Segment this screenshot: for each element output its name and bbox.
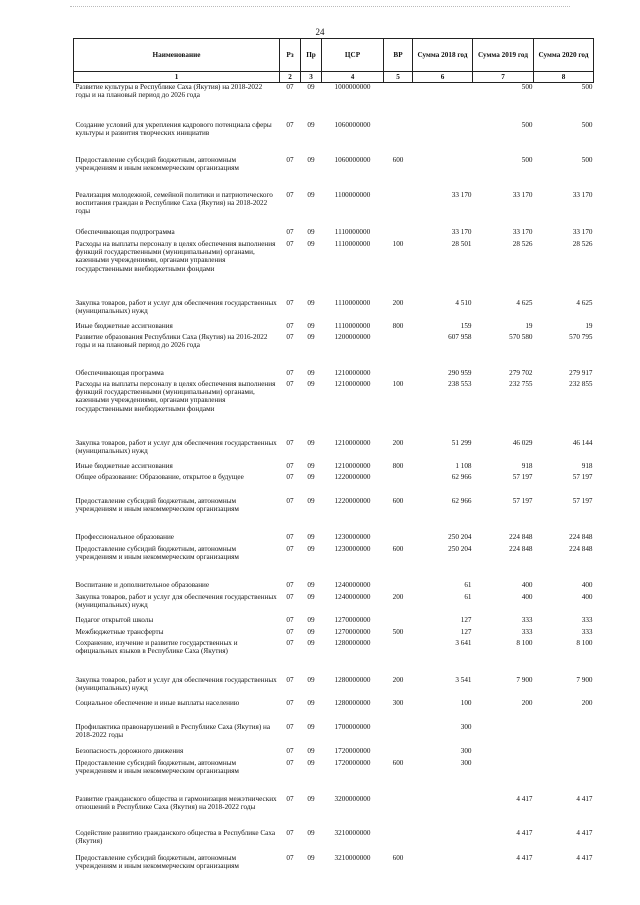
cell-rz: 07 — [286, 190, 294, 199]
cell-sum-2018: 33 170 — [451, 227, 472, 236]
column-number: 1 — [74, 72, 280, 83]
cell-name: Безопасность дорожного движения — [75, 746, 184, 755]
table-row — [74, 380, 594, 439]
cell-csr: 1230000000 — [334, 532, 371, 541]
cell-rz: 07 — [286, 438, 294, 447]
cell-sum-2020: 400 — [581, 580, 593, 589]
cell-vr — [384, 191, 413, 228]
cell-rz: 07 — [286, 746, 294, 755]
cell-sum-2020: 232 855 — [569, 379, 593, 388]
cell-pr: 09 — [307, 438, 315, 447]
cell-pr: 09 — [307, 239, 315, 248]
cell-vr — [384, 616, 413, 628]
cell-rz: 07 — [286, 321, 294, 330]
cell-csr: 1060000000 — [334, 120, 371, 129]
cell-sum-2020 — [534, 759, 594, 795]
cell-sum-2019: 33 170 — [512, 227, 533, 236]
cell-sum-2020: 224 848 — [569, 544, 593, 553]
cell-vr — [384, 473, 413, 497]
cell-sum-2018: 250 204 — [448, 544, 472, 553]
cell-sum-2020 — [534, 723, 594, 747]
cell-rz: 07 — [286, 544, 294, 553]
header-vr: ВР — [384, 39, 413, 72]
table-row — [74, 156, 594, 191]
header-csr: ЦСР — [322, 39, 384, 72]
cell-sum-2020: 333 — [581, 627, 593, 636]
cell-sum-2019: 333 — [521, 615, 533, 624]
table-row — [74, 628, 594, 639]
cell-sum-2019: 33 170 — [512, 190, 533, 199]
table-row — [74, 533, 594, 545]
table-row — [74, 191, 594, 228]
cell-csr: 1270000000 — [334, 627, 371, 636]
cell-name: Профилактика правонарушений в Республике Саха (Якутия) на 2018-2022 годы — [75, 722, 271, 739]
cell-name: Обеспечивающая подпрограмма — [75, 227, 175, 236]
cell-name: Развитие гражданского общества и гармонизация межэтнических отношений в Республике Саха (Якутия) на 2018-2022 годы — [75, 794, 277, 811]
cell-sum-2018 — [413, 795, 473, 829]
cell-sum-2019: 4 417 — [516, 853, 533, 862]
cell-pr: 09 — [307, 794, 315, 803]
table-row — [74, 854, 594, 879]
cell-sum-2018 — [413, 83, 473, 121]
cell-sum-2019: 28 526 — [512, 239, 533, 248]
cell-rz: 07 — [286, 496, 294, 505]
cell-sum-2020: 4 417 — [576, 828, 593, 837]
cell-sum-2019: 279 702 — [509, 368, 533, 377]
cell-rz: 07 — [286, 627, 294, 636]
cell-sum-2018: 33 170 — [451, 190, 472, 199]
cell-sum-2018: 300 — [460, 722, 472, 731]
cell-pr: 09 — [307, 332, 315, 341]
cell-sum-2020: 46 144 — [572, 438, 593, 447]
cell-sum-2019: 4 417 — [516, 794, 533, 803]
cell-sum-2019: 224 848 — [509, 532, 533, 541]
cell-sum-2020: 500 — [581, 155, 593, 164]
cell-pr: 09 — [307, 496, 315, 505]
cell-pr: 09 — [307, 675, 315, 684]
cell-sum-2020: 500 — [581, 120, 593, 129]
table-body — [74, 83, 594, 879]
cell-csr: 3210000000 — [334, 853, 371, 862]
cell-vr — [384, 121, 413, 156]
cell-vr: 500 — [392, 627, 404, 636]
cell-vr — [384, 639, 413, 676]
cell-rz: 07 — [286, 592, 294, 601]
cell-csr: 1240000000 — [334, 592, 371, 601]
cell-name: Расходы на выплаты персоналу в целях обеспечения выполнения функций государственными (муниципальными) органами, казенными учреждениями, органами управления государственными внебюджетными фондами — [75, 239, 276, 273]
cell-sum-2020: 224 848 — [569, 532, 593, 541]
cell-sum-2018: 3 641 — [455, 638, 472, 647]
cell-name: Профессиональное образование — [75, 532, 175, 541]
cell-rz: 07 — [286, 722, 294, 731]
cell-name: Межбюджетные трансферты — [75, 627, 164, 636]
table-row — [74, 439, 594, 462]
cell-vr: 200 — [392, 675, 404, 684]
cell-pr: 09 — [307, 627, 315, 636]
column-number: 5 — [384, 72, 413, 83]
column-number: 6 — [413, 72, 473, 83]
cell-sum-2018: 300 — [460, 758, 472, 767]
table-row — [74, 829, 594, 854]
cell-name: Создание условий для укрепления кадрового потенциала сферы культуры и развития творческих инициатив — [75, 120, 272, 137]
cell-sum-2019: 333 — [521, 627, 533, 636]
table-row — [74, 616, 594, 628]
cell-name: Обеспечивающая программа — [75, 368, 164, 377]
cell-sum-2018: 250 204 — [448, 532, 472, 541]
cell-pr: 09 — [307, 461, 315, 470]
cell-sum-2019: 57 197 — [512, 496, 533, 505]
header-row — [74, 39, 594, 72]
cell-sum-2020: 200 — [581, 698, 593, 707]
header-name: Наименование — [74, 39, 280, 72]
cell-sum-2018: 300 — [460, 746, 472, 755]
cell-rz: 07 — [286, 83, 294, 91]
cell-csr: 3210000000 — [334, 828, 371, 837]
cell-sum-2020: 57 197 — [572, 472, 593, 481]
scan-dotted-edge — [70, 6, 570, 11]
cell-vr: 200 — [392, 298, 404, 307]
cell-sum-2018 — [413, 121, 473, 156]
cell-rz: 07 — [286, 120, 294, 129]
cell-name: Общее образование: Образование, открытое в будущее — [75, 472, 244, 481]
cell-sum-2018: 28 501 — [451, 239, 472, 248]
table-row — [74, 497, 594, 533]
cell-csr: 1200000000 — [334, 332, 371, 341]
cell-sum-2020: 4 417 — [576, 853, 593, 862]
column-number: 2 — [280, 72, 301, 83]
cell-csr: 1110000000 — [334, 298, 371, 307]
cell-name: Социальное обеспечение и иные выплаты населению — [75, 698, 240, 707]
cell-sum-2019: 500 — [521, 155, 533, 164]
cell-vr — [384, 228, 413, 240]
cell-name: Воспитание и дополнительное образование — [75, 580, 210, 589]
table-row — [74, 240, 594, 299]
header-sum-2018: Сумма 2018 год — [413, 39, 473, 72]
cell-sum-2019: 500 — [521, 83, 533, 91]
cell-sum-2018: 62 966 — [451, 496, 472, 505]
cell-vr — [384, 83, 413, 121]
cell-rz: 07 — [286, 758, 294, 767]
cell-rz: 07 — [286, 580, 294, 589]
cell-rz: 07 — [286, 615, 294, 624]
header-sum-2020: Сумма 2020 год — [534, 39, 594, 72]
cell-vr: 600 — [392, 155, 404, 164]
cell-vr: 600 — [392, 544, 404, 553]
table-row — [74, 676, 594, 699]
cell-sum-2018: 1 108 — [455, 461, 472, 470]
cell-sum-2018: 290 959 — [448, 368, 472, 377]
cell-sum-2019: 224 848 — [509, 544, 533, 553]
budget-table — [73, 38, 594, 879]
cell-sum-2020: 500 — [581, 83, 593, 91]
cell-sum-2018: 51 299 — [451, 438, 472, 447]
cell-sum-2019: 500 — [521, 120, 533, 129]
cell-sum-2019: 4 625 — [516, 298, 533, 307]
cell-name: Закупка товаров, работ и услуг для обеспечения государственных (муниципальных) нужд — [75, 438, 277, 455]
cell-vr: 300 — [392, 698, 404, 707]
cell-name: Закупка товаров, работ и услуг для обеспечения государственных (муниципальных) нужд — [75, 592, 277, 609]
cell-rz: 07 — [286, 532, 294, 541]
cell-vr — [384, 533, 413, 545]
cell-sum-2020: 279 917 — [569, 368, 593, 377]
cell-csr: 1720000000 — [334, 758, 371, 767]
cell-sum-2018: 62 966 — [451, 472, 472, 481]
cell-name: Расходы на выплаты персоналу в целях обеспечения выполнения функций государственными (муниципальными) органами, казенными учреждениями, органами управления государственными внебюджетными фондами — [75, 379, 276, 413]
cell-csr: 1720000000 — [334, 746, 371, 755]
cell-vr: 200 — [392, 438, 404, 447]
cell-name: Предоставление субсидий бюджетным, автономным учреждениям и иным некоммерческим организациям — [75, 853, 239, 870]
cell-pr: 09 — [307, 638, 315, 647]
cell-rz: 07 — [286, 461, 294, 470]
cell-sum-2018: 607 958 — [448, 332, 472, 341]
cell-rz: 07 — [286, 698, 294, 707]
cell-sum-2020: 570 795 — [569, 332, 593, 341]
cell-pr: 09 — [307, 853, 315, 862]
cell-csr: 1210000000 — [334, 438, 371, 447]
cell-pr: 09 — [307, 379, 315, 388]
cell-sum-2019: 4 417 — [516, 828, 533, 837]
cell-vr — [384, 829, 413, 854]
cell-name: Предоставление субсидий бюджетным, автономным учреждениям и иным некоммерческим организациям — [75, 544, 239, 561]
cell-sum-2018: 100 — [460, 698, 472, 707]
cell-sum-2019: 400 — [521, 592, 533, 601]
cell-rz: 07 — [286, 675, 294, 684]
cell-pr: 09 — [307, 472, 315, 481]
header-rz: Рз — [280, 39, 301, 72]
cell-vr: 100 — [392, 239, 404, 248]
cell-sum-2018: 238 553 — [448, 379, 472, 388]
cell-vr: 600 — [392, 758, 404, 767]
header-sum-2019: Сумма 2019 год — [473, 39, 534, 72]
cell-sum-2019: 8 100 — [516, 638, 533, 647]
cell-name: Закупка товаров, работ и услуг для обеспечения государственных (муниципальных) нужд — [75, 298, 277, 315]
cell-name: Педагог открытой школы — [75, 615, 154, 624]
cell-sum-2018 — [413, 156, 473, 191]
cell-sum-2020: 28 526 — [572, 239, 593, 248]
cell-sum-2020: 4 625 — [576, 298, 593, 307]
column-number: 3 — [301, 72, 322, 83]
cell-pr: 09 — [307, 580, 315, 589]
cell-pr: 09 — [307, 722, 315, 731]
table-row — [74, 699, 594, 723]
table-row — [74, 121, 594, 156]
cell-sum-2020: 19 — [585, 321, 593, 330]
cell-csr: 1700000000 — [334, 722, 371, 731]
cell-csr: 1000000000 — [334, 83, 371, 91]
cell-sum-2019 — [473, 759, 534, 795]
cell-csr: 1280000000 — [334, 638, 371, 647]
cell-pr: 09 — [307, 746, 315, 755]
cell-sum-2018: 61 — [464, 580, 472, 589]
cell-sum-2020: 8 100 — [576, 638, 593, 647]
cell-pr: 09 — [307, 828, 315, 837]
cell-pr: 09 — [307, 83, 315, 91]
cell-sum-2018 — [413, 854, 473, 879]
cell-pr: 09 — [307, 615, 315, 624]
cell-vr — [384, 333, 413, 369]
cell-pr: 09 — [307, 227, 315, 236]
table-row — [74, 322, 594, 333]
table-row — [74, 747, 594, 759]
cell-vr — [384, 795, 413, 829]
cell-sum-2019 — [473, 723, 534, 747]
cell-rz: 07 — [286, 332, 294, 341]
cell-rz: 07 — [286, 638, 294, 647]
cell-sum-2020: 4 417 — [576, 794, 593, 803]
cell-rz: 07 — [286, 828, 294, 837]
cell-csr: 1100000000 — [334, 190, 371, 199]
column-number: 7 — [473, 72, 534, 83]
cell-csr: 1270000000 — [334, 615, 371, 624]
cell-sum-2020: 918 — [581, 461, 593, 470]
cell-csr: 1280000000 — [334, 698, 371, 707]
cell-pr: 09 — [307, 190, 315, 199]
cell-sum-2019: 400 — [521, 580, 533, 589]
table-row — [74, 545, 594, 581]
table-row — [74, 581, 594, 593]
cell-sum-2020: 33 170 — [572, 190, 593, 199]
cell-csr: 1210000000 — [334, 461, 371, 470]
cell-name: Предоставление субсидий бюджетным, автономным учреждениям и иным некоммерческим организациям — [75, 496, 239, 513]
cell-csr: 1210000000 — [334, 379, 371, 388]
cell-pr: 09 — [307, 532, 315, 541]
table-row — [74, 593, 594, 616]
cell-csr: 1240000000 — [334, 580, 371, 589]
cell-pr: 09 — [307, 758, 315, 767]
cell-pr: 09 — [307, 298, 315, 307]
cell-sum-2019: 7 900 — [516, 675, 533, 684]
cell-rz: 07 — [286, 368, 294, 377]
cell-csr: 1220000000 — [334, 496, 371, 505]
cell-sum-2019: 918 — [521, 461, 533, 470]
cell-csr: 1230000000 — [334, 544, 371, 553]
cell-sum-2020 — [534, 747, 594, 759]
table-row — [74, 795, 594, 829]
cell-rz: 07 — [286, 379, 294, 388]
cell-pr: 09 — [307, 698, 315, 707]
cell-name: Реализация молодежной, семейной политики и патриотического воспитания граждан в Республике Саха (Якутия) на 2018-2022 годы — [75, 190, 273, 216]
cell-name: Закупка товаров, работ и услуг для обеспечения государственных (муниципальных) нужд — [75, 675, 277, 692]
column-number: 4 — [322, 72, 384, 83]
table-row — [74, 639, 594, 676]
table-row — [74, 299, 594, 322]
cell-rz: 07 — [286, 239, 294, 248]
cell-sum-2018: 159 — [460, 321, 472, 330]
cell-rz: 07 — [286, 298, 294, 307]
cell-vr — [384, 369, 413, 380]
cell-name: Развитие образования Республики Саха (Якутия) на 2016-2022 годы и на плановый период до 2026 года — [75, 332, 268, 349]
cell-name: Сохранение, изучение и развитие государственных и официальных языков в Республике Саха (Якутия) — [75, 638, 238, 655]
cell-sum-2019: 232 755 — [509, 379, 533, 388]
cell-sum-2020: 333 — [581, 615, 593, 624]
cell-vr — [384, 581, 413, 593]
table-row — [74, 369, 594, 380]
cell-sum-2018: 127 — [460, 615, 472, 624]
cell-sum-2018: 61 — [464, 592, 472, 601]
table-row — [74, 723, 594, 747]
cell-vr — [384, 723, 413, 747]
cell-csr: 1110000000 — [334, 239, 371, 248]
cell-sum-2020: 57 197 — [572, 496, 593, 505]
cell-pr: 09 — [307, 544, 315, 553]
table-row — [74, 473, 594, 497]
cell-sum-2019 — [473, 747, 534, 759]
cell-csr: 1110000000 — [334, 321, 371, 330]
cell-csr: 1110000000 — [334, 227, 371, 236]
cell-sum-2019: 19 — [525, 321, 533, 330]
cell-pr: 09 — [307, 155, 315, 164]
cell-name: Предоставление субсидий бюджетным, автономным учреждениям и иным некоммерческим организациям — [75, 155, 239, 172]
cell-pr: 09 — [307, 120, 315, 129]
cell-csr: 1060000000 — [334, 155, 371, 164]
cell-csr: 1220000000 — [334, 472, 371, 481]
cell-rz: 07 — [286, 853, 294, 862]
cell-csr: 1210000000 — [334, 368, 371, 377]
cell-vr: 600 — [392, 853, 404, 862]
page-number: 24 — [315, 27, 325, 37]
cell-sum-2018 — [413, 829, 473, 854]
cell-sum-2019: 570 580 — [509, 332, 533, 341]
cell-sum-2019: 200 — [521, 698, 533, 707]
cell-pr: 09 — [307, 321, 315, 330]
cell-vr — [384, 747, 413, 759]
cell-sum-2018: 127 — [460, 627, 472, 636]
cell-csr: 3200000000 — [334, 794, 371, 803]
table-row — [74, 333, 594, 369]
table-row — [74, 462, 594, 473]
cell-rz: 07 — [286, 227, 294, 236]
table-row — [74, 228, 594, 240]
cell-vr: 600 — [392, 496, 404, 505]
cell-sum-2019: 57 197 — [512, 472, 533, 481]
cell-sum-2020: 7 900 — [576, 675, 593, 684]
cell-sum-2020: 400 — [581, 592, 593, 601]
column-number: 8 — [534, 72, 594, 83]
cell-rz: 07 — [286, 794, 294, 803]
table-row — [74, 83, 594, 121]
cell-sum-2019: 46 029 — [512, 438, 533, 447]
cell-vr: 800 — [392, 321, 404, 330]
cell-name: Содействие развитию гражданского общества в Республике Саха (Якутия) — [75, 828, 276, 845]
cell-name: Развитие культуры в Республике Саха (Якутия) на 2018-2022 годы и на плановый период до 2026 года — [75, 83, 263, 100]
cell-pr: 09 — [307, 592, 315, 601]
cell-vr: 200 — [392, 592, 404, 601]
cell-sum-2020: 33 170 — [572, 227, 593, 236]
cell-vr: 100 — [392, 379, 404, 388]
cell-pr: 09 — [307, 368, 315, 377]
table-row — [74, 759, 594, 795]
cell-rz: 07 — [286, 155, 294, 164]
cell-name: Иные бюджетные ассигнования — [75, 321, 173, 330]
cell-name: Иные бюджетные ассигнования — [75, 461, 173, 470]
cell-sum-2018: 4 510 — [455, 298, 472, 307]
cell-sum-2018: 3 541 — [455, 675, 472, 684]
cell-rz: 07 — [286, 472, 294, 481]
header-pr: Пр — [301, 39, 322, 72]
column-number-row — [74, 72, 594, 83]
cell-name: Предоставление субсидий бюджетным, автономным учреждениям и иным некоммерческим организациям — [75, 758, 239, 775]
cell-csr: 1280000000 — [334, 675, 371, 684]
cell-vr: 800 — [392, 461, 404, 470]
